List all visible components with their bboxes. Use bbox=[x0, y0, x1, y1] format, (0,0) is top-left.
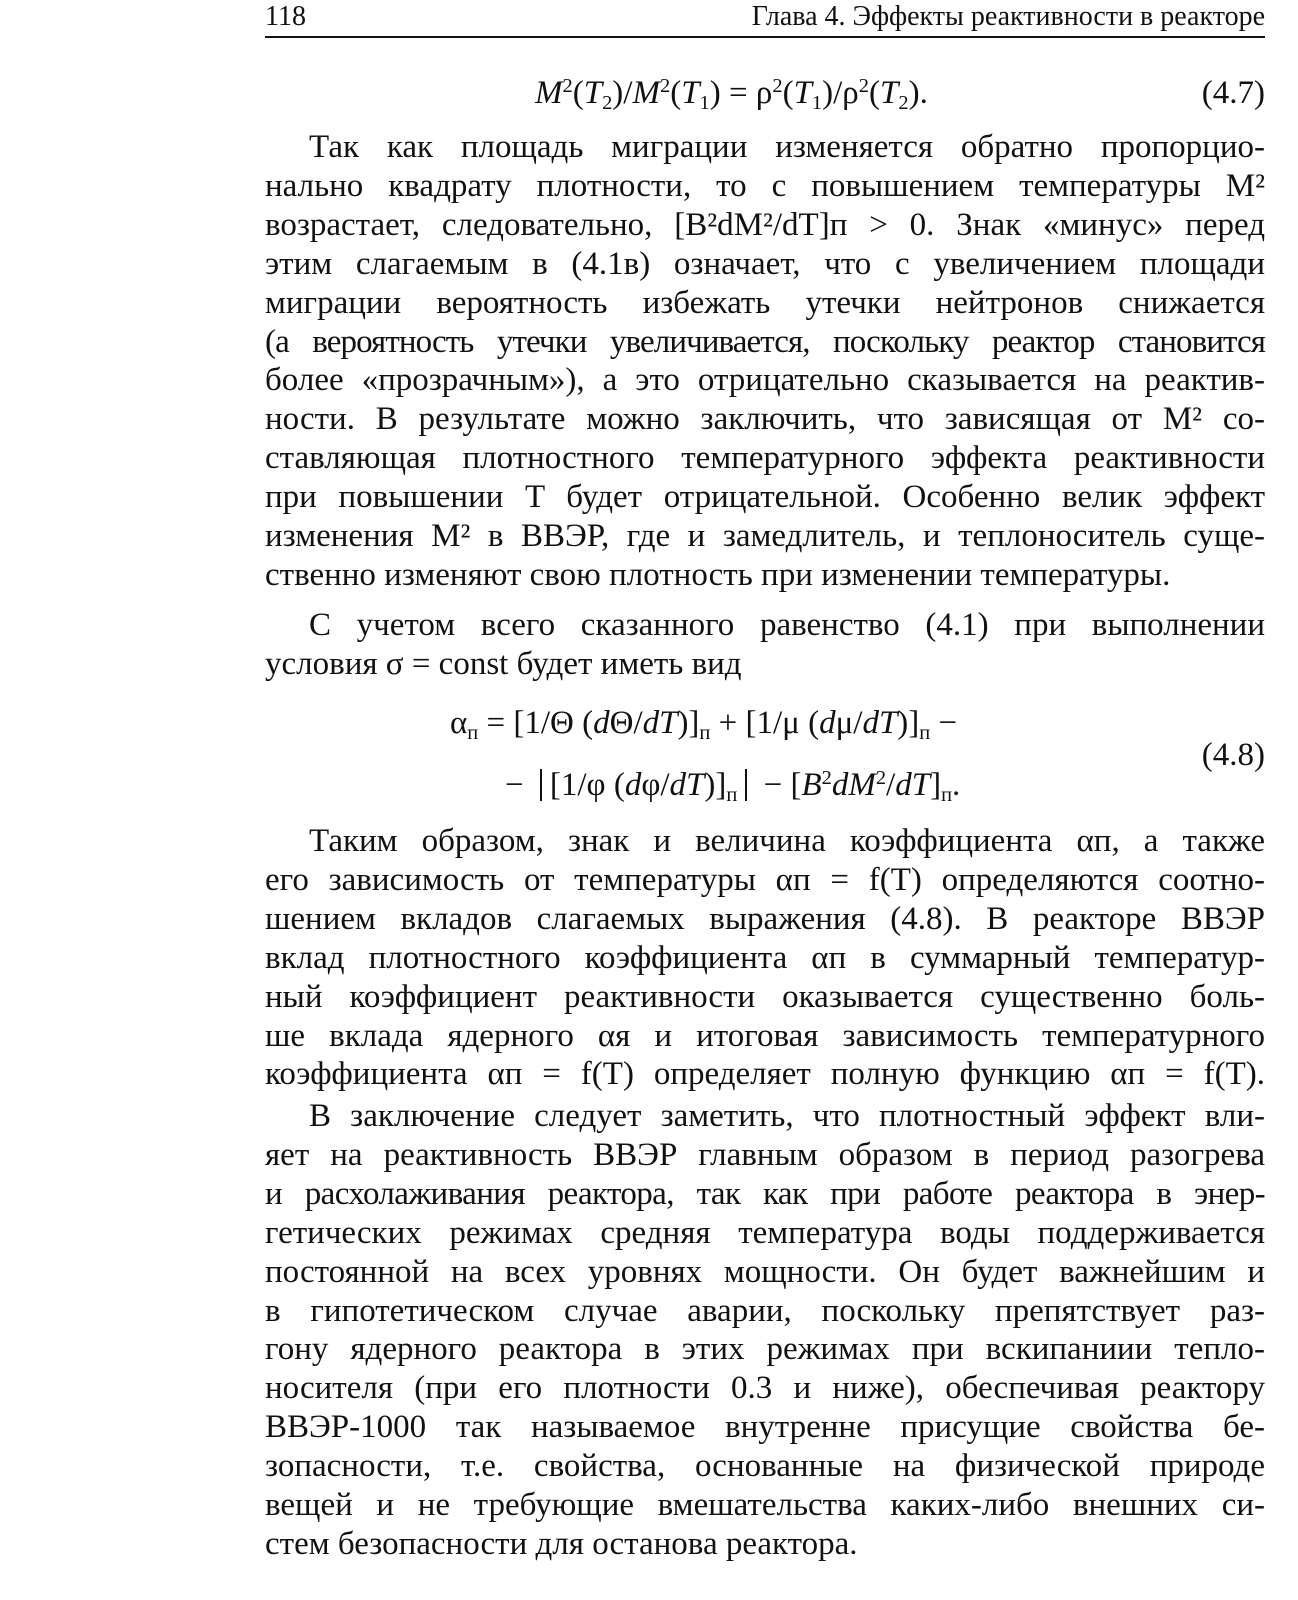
text-line: нально квадрату плотности, то с повышением температуры M² bbox=[265, 167, 1265, 204]
text-line: и расхолаживания реактора, так как при работе реактора в энер- bbox=[265, 1175, 1265, 1212]
text-line: вещей и не требующие вмешательства каких-либо внешних си- bbox=[265, 1487, 1265, 1524]
text-line: ставляющая плотностного температурного эффекта реактивности bbox=[265, 440, 1265, 477]
text-line: более «прозрачным»), а это отрицательно сказывается на реактив- bbox=[265, 362, 1265, 399]
text-line: ственно изменяют свою плотность при изменении температуры. bbox=[265, 556, 1171, 593]
text-line: его зависимость от температуры αп = f(T) определяются соотно- bbox=[265, 861, 1265, 898]
text-line: условия σ = const будет иметь вид bbox=[265, 645, 742, 682]
text-line: ный коэффициент реактивности оказывается существенно боль- bbox=[265, 978, 1265, 1015]
text-line: в гипотетическом случае аварии, поскольку препятствует раз- bbox=[265, 1292, 1265, 1329]
text-line: гетических режимах средняя температура воды поддерживается bbox=[265, 1214, 1265, 1251]
text-line: изменения M² в ВВЭР, где и замедлитель, и теплоноситель суще- bbox=[265, 518, 1265, 555]
text-line: В заключение следует заметить, что плотностный эффект вли- bbox=[309, 1098, 1265, 1134]
equation-4-7-formula: $M^2(T_2)/M^2(T_1) = \rho^2(T_1)/\rho^2(T_2)$. bbox=[535, 74, 928, 114]
text-line: С учетом всего сказанного равенство (4.1) при выполнении bbox=[309, 607, 1265, 643]
equation-4-8-line-2: − [1/φ $(d\varphi/dT)]_п - [B^2dM^2/dT]_п$. bbox=[505, 766, 961, 806]
equation-4-8 bbox=[265, 704, 1265, 804]
text-line: яет на реактивность ВВЭР главным образом в период разогрева bbox=[265, 1136, 1265, 1173]
text-line: этим слагаемым в (4.1в) означает, что с увеличением площади bbox=[265, 245, 1265, 282]
equation-4-7-number: (4.7) bbox=[1201, 75, 1265, 111]
text-line: гону ядерного реактора в этих режимах при вскипаниии тепло- bbox=[265, 1331, 1265, 1368]
text-line: ше вклада ядерного αя и итоговая зависимость температурного bbox=[265, 1017, 1265, 1054]
text-line: зопасности, т.е. свойства, основанные на физической природе bbox=[265, 1448, 1265, 1485]
paragraph-1 bbox=[265, 128, 1265, 595]
paragraph-2 bbox=[265, 606, 1265, 684]
text-line: Таким образом, знак и величина коэффициента αп, а также bbox=[309, 823, 1265, 859]
text-line: носителя (при его плотности 0.3 и ниже), обеспечивая реактору bbox=[265, 1370, 1265, 1407]
chapter-title: Глава 4. Эффекты реактивности в реакторе bbox=[751, 1, 1265, 32]
paragraph-4 bbox=[265, 1097, 1265, 1564]
text-line: ности. В результате можно заключить, что зависящая от M² со- bbox=[265, 401, 1265, 438]
book-page bbox=[265, 0, 1265, 1600]
equation-4-8-line-1: $\alpha_п = [1/\Theta$ $(d\Theta/dT)]_п + [1/\mu$ $(d\mu/dT)]_п$ − bbox=[450, 705, 958, 744]
text-line: Так как площадь миграции изменяется обратно пропорцио- bbox=[309, 129, 1265, 165]
text-line: постоянной на всех уровнях мощности. Он будет важнейшим и bbox=[265, 1253, 1265, 1290]
text-line: вклад плотностного коэффициента αп в суммарный температур- bbox=[265, 939, 1265, 976]
text-line: миграции вероятность избежать утечки нейтронов снижается bbox=[265, 284, 1265, 321]
text-line: (а вероятность утечки увеличивается, поскольку реактор становится bbox=[265, 323, 1265, 360]
text-line: шением вкладов слагаемых выражения (4.8). В реакторе ВВЭР bbox=[265, 900, 1265, 937]
equation-4-8-number: (4.8) bbox=[1201, 737, 1265, 773]
paragraph-3 bbox=[265, 822, 1265, 1094]
text-line: при повышении T будет отрицательной. Особенно велик эффект bbox=[265, 479, 1265, 516]
text-line: стем безопасности для останова реактора. bbox=[265, 1525, 858, 1562]
text-line: ВВЭР-1000 так называемое внутренне присущие свойства бе- bbox=[265, 1409, 1265, 1446]
page-number: 118 bbox=[265, 1, 306, 32]
text-line: коэффициента αп = f(T) определяет полную функцию αп = f(T). bbox=[265, 1056, 1265, 1093]
equation-4-7 bbox=[265, 74, 1265, 114]
text-line: возрастает, следовательно, [B²dM²/dT]п > 0. Знак «минус» перед bbox=[265, 206, 1265, 243]
running-header bbox=[265, 0, 1265, 38]
